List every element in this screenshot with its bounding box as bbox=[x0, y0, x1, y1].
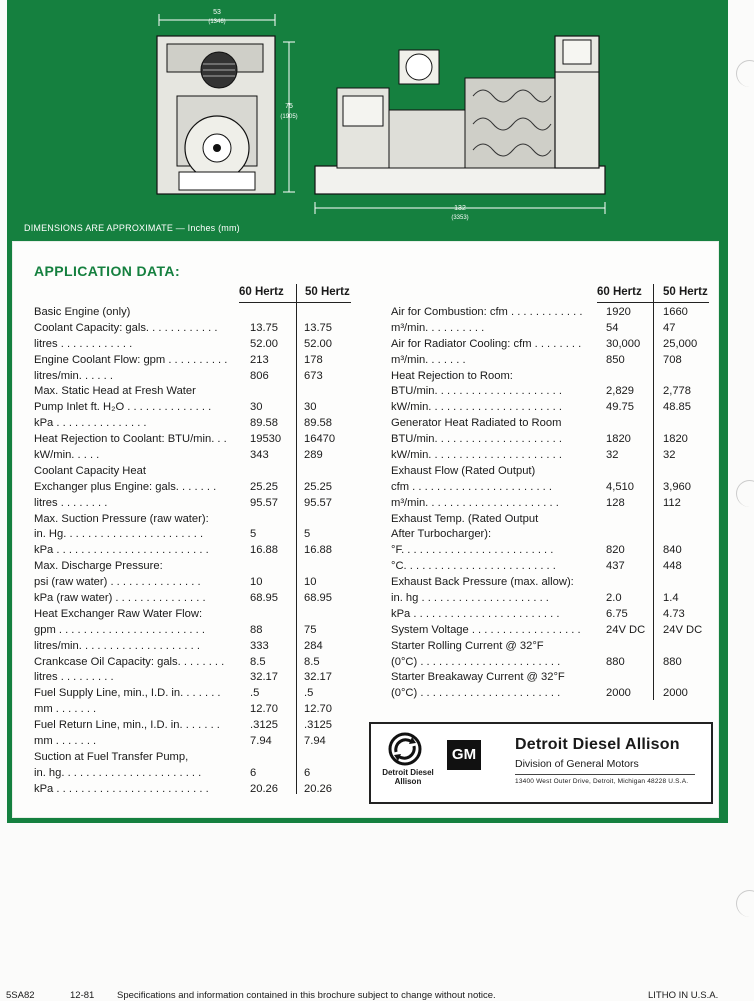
table-row bbox=[34, 591, 364, 607]
value-50hz: 1820 bbox=[663, 433, 688, 446]
table-row bbox=[34, 782, 364, 798]
table-row bbox=[391, 464, 711, 480]
value-50hz: 16470 bbox=[304, 433, 336, 446]
row-label: Air for Radiator Cooling: cfm . . . . . . . . bbox=[391, 337, 582, 350]
application-data-title: APPLICATION DATA: bbox=[34, 263, 181, 279]
footer-litho: LITHO IN U.S.A. bbox=[648, 990, 719, 1001]
value-60hz: 2000 bbox=[606, 687, 631, 700]
table-row bbox=[34, 766, 364, 782]
left-header-rule bbox=[239, 302, 351, 303]
value-50hz: 3,960 bbox=[663, 480, 691, 493]
value-60hz: 7.94 bbox=[250, 735, 272, 748]
value-60hz: 89.58 bbox=[250, 417, 278, 430]
value-50hz: 89.58 bbox=[304, 417, 332, 430]
right-data-table bbox=[391, 305, 711, 702]
row-label: kPa . . . . . . . . . . . . . . . . . . . . . . . . bbox=[391, 607, 560, 620]
address-text: 13400 West Outer Drive, Detroit, Michigan 48228 U.S.A. bbox=[515, 778, 689, 785]
value-50hz: 284 bbox=[304, 639, 323, 652]
value-60hz: .5 bbox=[250, 687, 260, 700]
row-label: cfm . . . . . . . . . . . . . . . . . . . . . . . bbox=[391, 480, 553, 493]
table-row bbox=[34, 559, 364, 575]
value-60hz: .3125 bbox=[250, 719, 278, 732]
table-row bbox=[391, 353, 711, 369]
application-data-panel bbox=[12, 241, 719, 818]
value-50hz: 10 bbox=[304, 576, 317, 589]
row-label: in. hg. . . . . . . . . . . . . . . . . . . . . . . bbox=[34, 766, 202, 779]
row-label: in. hg . . . . . . . . . . . . . . . . . . . . . bbox=[391, 592, 549, 605]
value-50hz: 30 bbox=[304, 401, 317, 414]
value-60hz: 806 bbox=[250, 369, 269, 382]
row-label: BTU/min. . . . . . . . . . . . . . . . . . . . . bbox=[391, 385, 562, 398]
value-60hz: 30 bbox=[250, 401, 263, 414]
row-label: litres . . . . . . . . bbox=[34, 496, 108, 509]
value-50hz: 20.26 bbox=[304, 782, 332, 795]
table-row bbox=[391, 575, 711, 591]
height-dim-label: 75 bbox=[285, 103, 293, 110]
value-50hz: 68.95 bbox=[304, 592, 332, 605]
row-label: kPa . . . . . . . . . . . . . . . . . . . . . . . . . bbox=[34, 544, 209, 557]
value-50hz: 2,778 bbox=[663, 385, 691, 398]
value-50hz: 4.73 bbox=[663, 607, 685, 620]
value-60hz: 128 bbox=[606, 496, 625, 509]
row-label: Generator Heat Radiated to Room bbox=[391, 417, 562, 430]
row-label: Basic Engine (only) bbox=[34, 306, 131, 318]
row-label: kPa . . . . . . . . . . . . . . . bbox=[34, 417, 147, 430]
value-60hz: 850 bbox=[606, 353, 625, 366]
table-row bbox=[34, 607, 364, 623]
table-row bbox=[391, 670, 711, 686]
row-label: Air for Combustion: cfm . . . . . . . . . . . . bbox=[391, 306, 583, 318]
row-label: kW/min. . . . . . . . . . . . . . . . . . . . . . bbox=[391, 449, 562, 462]
right-50hz-header: 50 Hertz bbox=[663, 286, 708, 298]
row-label: Starter Rolling Current @ 32°F bbox=[391, 639, 544, 652]
row-label: psi (raw water) . . . . . . . . . . . . . . . bbox=[34, 576, 201, 589]
value-60hz: 2,829 bbox=[606, 385, 634, 398]
value-50hz: 1660 bbox=[663, 306, 688, 318]
table-row bbox=[391, 543, 711, 559]
value-50hz: 1.4 bbox=[663, 592, 679, 605]
value-60hz: 6.75 bbox=[606, 607, 628, 620]
table-row bbox=[391, 416, 711, 432]
value-60hz: 820 bbox=[606, 544, 625, 557]
dda-emblem-icon bbox=[387, 730, 423, 768]
table-row bbox=[391, 655, 711, 671]
value-50hz: .3125 bbox=[304, 719, 332, 732]
value-60hz: 343 bbox=[250, 449, 269, 462]
row-label: Heat Rejection to Room: bbox=[391, 369, 513, 382]
row-label: litres . . . . . . . . . bbox=[34, 671, 114, 684]
row-label: After Turbocharger): bbox=[391, 528, 492, 541]
table-row bbox=[34, 496, 364, 512]
value-50hz: 8.5 bbox=[304, 655, 320, 668]
detroit-diesel-allison-logo-box bbox=[369, 722, 713, 804]
value-50hz: 75 bbox=[304, 623, 317, 636]
table-row bbox=[391, 607, 711, 623]
value-50hz: 2000 bbox=[663, 687, 688, 700]
row-label: kPa . . . . . . . . . . . . . . . . . . . . . . . . . bbox=[34, 782, 209, 795]
row-label: litres . . . . . . . . . . . . bbox=[34, 337, 133, 350]
table-row bbox=[391, 384, 711, 400]
value-60hz: 13.75 bbox=[250, 321, 278, 334]
width-dim-label: 53 bbox=[213, 9, 221, 16]
punch-hole bbox=[736, 480, 754, 507]
value-60hz: 12.70 bbox=[250, 703, 278, 716]
table-row bbox=[34, 623, 364, 639]
value-50hz: 112 bbox=[663, 496, 681, 509]
brand-name: Detroit Diesel Allison bbox=[515, 736, 680, 753]
engine-dimension-drawing bbox=[7, 0, 728, 236]
table-row bbox=[391, 639, 711, 655]
value-50hz: 95.57 bbox=[304, 496, 332, 509]
row-label: litres/min. . . . . . . . . . . . . . . . . . . . bbox=[34, 639, 200, 652]
right-60hz-header: 60 Hertz bbox=[597, 286, 642, 298]
value-50hz: 178 bbox=[304, 353, 323, 366]
value-50hz: 25.25 bbox=[304, 480, 332, 493]
row-label: kW/min. . . . . . . . . . . . . . . . . . . . . . bbox=[391, 401, 562, 414]
row-label: kPa (raw water) . . . . . . . . . . . . . . . bbox=[34, 592, 206, 605]
value-60hz: 4,510 bbox=[606, 480, 634, 493]
row-label: Max. Suction Pressure (raw water): bbox=[34, 512, 209, 525]
value-60hz: 2.0 bbox=[606, 592, 622, 605]
dda-small-label: Detroit Diesel Allison bbox=[382, 768, 434, 786]
table-row bbox=[34, 639, 364, 655]
table-row bbox=[391, 480, 711, 496]
value-50hz: 6 bbox=[304, 766, 311, 779]
value-60hz: 5 bbox=[250, 528, 257, 541]
length-dim-label: 132 bbox=[454, 205, 466, 212]
value-60hz: 88 bbox=[250, 623, 263, 636]
table-row bbox=[34, 353, 364, 369]
row-label: Suction at Fuel Transfer Pump, bbox=[34, 750, 189, 763]
side-view-engine bbox=[315, 36, 605, 194]
row-label: in. Hg. . . . . . . . . . . . . . . . . . . . . . . bbox=[34, 528, 204, 541]
division-text: Division of General Motors bbox=[515, 758, 639, 770]
left-data-table bbox=[34, 305, 364, 798]
value-60hz: 6 bbox=[250, 766, 257, 779]
row-label: Exhaust Flow (Rated Output) bbox=[391, 464, 536, 477]
value-60hz: 95.57 bbox=[250, 496, 278, 509]
row-label: °C. . . . . . . . . . . . . . . . . . . . . . . . . bbox=[391, 560, 556, 573]
row-label: Heat Exchanger Raw Water Flow: bbox=[34, 607, 203, 620]
row-label: m³/min. . . . . . . . . . . . . . . . . . . . . . bbox=[391, 496, 559, 509]
value-50hz: 48.85 bbox=[663, 401, 691, 414]
height-dim-mm-label: (1905) bbox=[280, 114, 298, 120]
row-label: Exchanger plus Engine: gals. . . . . . . bbox=[34, 480, 217, 493]
value-60hz: 213 bbox=[250, 353, 269, 366]
value-60hz: 30,000 bbox=[606, 337, 641, 350]
value-60hz: 880 bbox=[606, 655, 625, 668]
value-60hz: 1820 bbox=[606, 433, 631, 446]
front-view-engine bbox=[157, 36, 275, 194]
table-row bbox=[34, 464, 364, 480]
value-60hz: 54 bbox=[606, 321, 619, 334]
table-row bbox=[34, 702, 364, 718]
value-50hz: 13.75 bbox=[304, 321, 332, 334]
row-label: System Voltage . . . . . . . . . . . . . . . . . . bbox=[391, 623, 581, 636]
row-label: kW/min. . . . . bbox=[34, 449, 100, 462]
row-label: Crankcase Oil Capacity: gals. . . . . . . . bbox=[34, 655, 225, 668]
row-label: Max. Static Head at Fresh Water bbox=[34, 385, 196, 398]
value-50hz: 5 bbox=[304, 528, 311, 541]
table-row bbox=[34, 432, 364, 448]
punch-hole bbox=[736, 890, 754, 917]
left-50hz-header: 50 Hertz bbox=[305, 286, 350, 298]
value-60hz: 8.5 bbox=[250, 655, 266, 668]
table-row bbox=[34, 337, 364, 353]
value-60hz: 32.17 bbox=[250, 671, 278, 684]
row-label: Heat Rejection to Coolant: BTU/min. . . bbox=[34, 433, 227, 446]
row-label: m³/min. . . . . . . . . . bbox=[391, 321, 485, 334]
table-row bbox=[34, 527, 364, 543]
value-60hz: 68.95 bbox=[250, 592, 278, 605]
table-row bbox=[34, 448, 364, 464]
table-row bbox=[391, 686, 711, 702]
table-row bbox=[391, 448, 711, 464]
value-50hz: 24V DC bbox=[663, 623, 703, 636]
value-60hz: 333 bbox=[250, 639, 269, 652]
table-row bbox=[391, 337, 711, 353]
table-row bbox=[34, 718, 364, 734]
width-dim-mm-label: (1346) bbox=[208, 19, 226, 25]
table-row bbox=[34, 480, 364, 496]
table-row bbox=[391, 512, 711, 528]
table-row bbox=[34, 416, 364, 432]
table-row bbox=[34, 384, 364, 400]
row-label: mm . . . . . . . bbox=[34, 735, 97, 748]
row-label: (0°C) . . . . . . . . . . . . . . . . . . . . . . . bbox=[391, 655, 561, 668]
value-50hz: 12.70 bbox=[304, 703, 332, 716]
table-row bbox=[34, 670, 364, 686]
table-row bbox=[34, 305, 364, 321]
length-dim-mm-label: (3353) bbox=[451, 215, 469, 221]
row-label: Coolant Capacity: gals. . . . . . . . . . . . bbox=[34, 321, 218, 334]
table-row bbox=[391, 321, 711, 337]
footer-code: 5SA82 bbox=[6, 990, 35, 1001]
row-label: Fuel Supply Line, min., I.D. in. . . . . . . bbox=[34, 687, 221, 700]
row-label: Engine Coolant Flow: gpm . . . . . . . . . . bbox=[34, 353, 228, 366]
row-label: litres/min. . . . . . bbox=[34, 369, 113, 382]
table-row bbox=[391, 496, 711, 512]
row-label: °F. . . . . . . . . . . . . . . . . . . . . . . . . bbox=[391, 544, 554, 557]
row-label: gpm . . . . . . . . . . . . . . . . . . . . . . . . bbox=[34, 623, 205, 636]
table-row bbox=[34, 686, 364, 702]
footer-date: 12-81 bbox=[70, 990, 95, 1001]
value-50hz: 289 bbox=[304, 449, 323, 462]
value-50hz: 880 bbox=[663, 655, 682, 668]
value-50hz: .5 bbox=[304, 687, 314, 700]
value-60hz: 1920 bbox=[606, 306, 631, 318]
table-row bbox=[34, 369, 364, 385]
table-row bbox=[391, 623, 711, 639]
table-row bbox=[34, 543, 364, 559]
row-label: Fuel Return Line, min., I.D. in. . . . . . . bbox=[34, 719, 220, 732]
value-50hz: 47 bbox=[663, 321, 676, 334]
value-60hz: 32 bbox=[606, 449, 619, 462]
table-row bbox=[34, 575, 364, 591]
row-label: Max. Discharge Pressure: bbox=[34, 560, 163, 573]
value-50hz: 7.94 bbox=[304, 735, 326, 748]
table-row bbox=[391, 305, 711, 321]
value-60hz: 24V DC bbox=[606, 623, 646, 636]
row-label: BTU/min. . . . . . . . . . . . . . . . . . . . . bbox=[391, 433, 562, 446]
row-label: Coolant Capacity Heat bbox=[34, 464, 146, 477]
gm-logo: GM bbox=[447, 740, 481, 770]
table-row bbox=[34, 512, 364, 528]
value-50hz: 32 bbox=[663, 449, 676, 462]
table-row bbox=[34, 734, 364, 750]
value-50hz: 708 bbox=[663, 353, 682, 366]
table-row bbox=[34, 655, 364, 671]
row-label: Starter Breakaway Current @ 32°F bbox=[391, 671, 565, 684]
table-row bbox=[391, 432, 711, 448]
table-row bbox=[34, 400, 364, 416]
value-60hz: 19530 bbox=[250, 433, 282, 446]
value-50hz: 16.88 bbox=[304, 544, 332, 557]
table-row bbox=[391, 559, 711, 575]
table-row bbox=[34, 750, 364, 766]
dimensions-note: DIMENSIONS ARE APPROXIMATE — Inches (mm) bbox=[24, 223, 240, 233]
value-60hz: 49.75 bbox=[606, 401, 634, 414]
table-row bbox=[391, 527, 711, 543]
value-60hz: 20.26 bbox=[250, 782, 278, 795]
row-label: Pump Inlet ft. H₂O . . . . . . . . . . . . . . bbox=[34, 401, 212, 414]
left-60hz-header: 60 Hertz bbox=[239, 286, 284, 298]
logo-rule bbox=[515, 774, 695, 775]
row-label: (0°C) . . . . . . . . . . . . . . . . . . . . . . . bbox=[391, 687, 561, 700]
table-row bbox=[391, 591, 711, 607]
value-60hz: 25.25 bbox=[250, 480, 278, 493]
value-50hz: 25,000 bbox=[663, 337, 698, 350]
row-label: Exhaust Back Pressure (max. allow): bbox=[391, 576, 574, 589]
value-50hz: 448 bbox=[663, 560, 682, 573]
table-row bbox=[34, 321, 364, 337]
row-label: m³/min. . . . . . . bbox=[391, 353, 466, 366]
value-60hz: 16.88 bbox=[250, 544, 278, 557]
value-50hz: 32.17 bbox=[304, 671, 332, 684]
row-label: mm . . . . . . . bbox=[34, 703, 97, 716]
table-row bbox=[391, 369, 711, 385]
table-row bbox=[391, 400, 711, 416]
value-60hz: 52.00 bbox=[250, 337, 278, 350]
value-50hz: 673 bbox=[304, 369, 323, 382]
row-label: Exhaust Temp. (Rated Output bbox=[391, 512, 539, 525]
value-50hz: 52.00 bbox=[304, 337, 332, 350]
punch-hole bbox=[736, 60, 754, 87]
value-50hz: 840 bbox=[663, 544, 682, 557]
value-60hz: 10 bbox=[250, 576, 263, 589]
value-60hz: 437 bbox=[606, 560, 625, 573]
footer-notice: Specifications and information contained in this brochure subject to change without notice. bbox=[117, 990, 496, 1001]
